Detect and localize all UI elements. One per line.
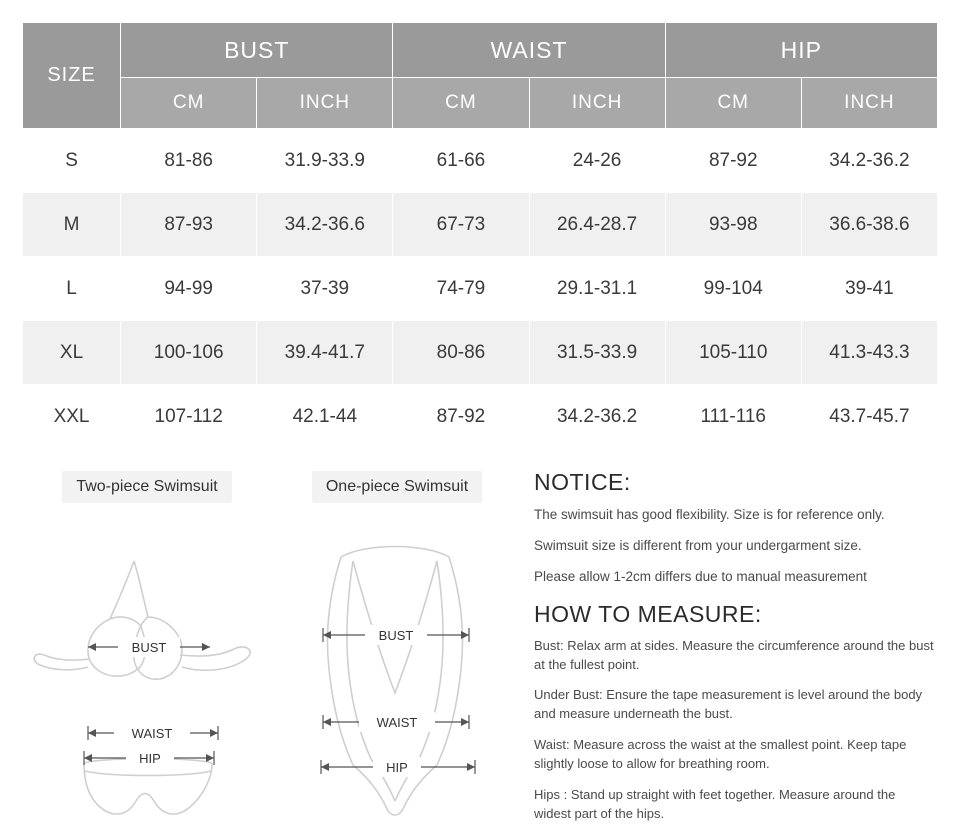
- how-to-measure-heading: HOW TO MEASURE:: [534, 600, 762, 627]
- header-unit-waist-inch: INCH: [529, 78, 665, 129]
- two-piece-title: Two-piece Swimsuit: [62, 471, 231, 503]
- row-size-xl: XL: [23, 321, 121, 385]
- cell-s-bust-cm: 81-86: [121, 129, 257, 193]
- cell-xl-hip-inch: 41.3-43.3: [801, 321, 937, 385]
- one-piece-title: One-piece Swimsuit: [312, 471, 482, 503]
- cell-xl-bust-cm: 100-106: [121, 321, 257, 385]
- size-table: [22, 22, 938, 449]
- header-group-hip: HIP: [665, 23, 937, 78]
- header-unit-bust-inch: INCH: [257, 78, 393, 129]
- table-row: [23, 193, 938, 257]
- table-row: [23, 257, 938, 321]
- notice-line-1: The swimsuit has good flexibility. Size is for reference only.: [534, 507, 885, 522]
- header-size: SIZE: [23, 23, 121, 129]
- row-size-s: S: [23, 129, 121, 193]
- cell-l-bust-inch: 37-39: [257, 257, 393, 321]
- measure-guide-section: [0, 449, 960, 835]
- one-piece-waist-label: WAIST: [376, 715, 418, 730]
- cell-m-bust-cm: 87-93: [121, 193, 257, 257]
- measure-item-under-bust: Under Bust: Ensure the tape measurement is level around the body and measure underneath the bust.: [534, 687, 923, 722]
- cell-l-waist-cm: 74-79: [393, 257, 529, 321]
- notice-line-3: Please allow 1-2cm differs due to manual measurement: [534, 569, 867, 585]
- one-piece-figure-column: [276, 461, 518, 835]
- cell-m-hip-cm: 93-98: [665, 193, 801, 257]
- cell-l-bust-cm: 94-99: [121, 257, 257, 321]
- header-unit-hip-inch: INCH: [801, 78, 937, 129]
- row-size-xxl: XXL: [23, 385, 121, 449]
- two-piece-title-wrap: [18, 471, 276, 509]
- header-unit-hip-cm: CM: [665, 78, 801, 129]
- table-row: [23, 321, 938, 385]
- cell-l-hip-inch: 39-41: [801, 257, 937, 321]
- one-piece-bust-label: BUST: [378, 628, 414, 643]
- cell-s-hip-cm: 87-92: [665, 129, 801, 193]
- row-size-l: L: [23, 257, 121, 321]
- measure-item-hips: Hips : Stand up straight with feet together. Measure around the widest part of the hips.: [534, 786, 896, 821]
- table-header-units: [23, 78, 938, 129]
- cell-m-waist-cm: 67-73: [393, 193, 529, 257]
- notice-line-2: Swimsuit size is different from your undergarment size.: [534, 538, 862, 554]
- two-piece-figure-column: [18, 461, 276, 835]
- header-unit-waist-cm: CM: [393, 78, 529, 129]
- header-group-bust: BUST: [121, 23, 393, 78]
- cell-xxl-waist-cm: 87-92: [393, 385, 529, 449]
- two-piece-hip-label: HIP: [139, 751, 161, 766]
- one-piece-swimsuit-diagram: [279, 509, 515, 829]
- header-unit-bust-cm: CM: [121, 78, 257, 129]
- cell-xl-hip-cm: 105-110: [665, 321, 801, 385]
- one-piece-hip-label: HIP: [386, 760, 408, 775]
- cell-xxl-hip-inch: 43.7-45.7: [801, 385, 937, 449]
- cell-m-bust-inch: 34.2-36.6: [257, 193, 393, 257]
- cell-xl-waist-inch: 31.5-33.9: [529, 321, 665, 385]
- cell-s-waist-inch: 24-26: [529, 129, 665, 193]
- two-piece-bust-label: BUST: [131, 640, 167, 655]
- one-piece-title-wrap: [276, 471, 518, 509]
- cell-m-hip-inch: 36.6-38.6: [801, 193, 937, 257]
- measure-item-waist: Waist: Measure across the waist at the smallest point. Keep tape slightly loose to allow for breathing room.: [534, 737, 907, 771]
- cell-s-bust-inch: 31.9-33.9: [257, 129, 393, 193]
- cell-l-waist-inch: 29.1-31.1: [529, 257, 665, 321]
- two-piece-waist-label: WAIST: [131, 726, 173, 741]
- cell-m-waist-inch: 26.4-28.7: [529, 193, 665, 257]
- table-header-groups: [23, 23, 938, 78]
- table-row: [23, 385, 938, 449]
- cell-xl-waist-cm: 80-86: [393, 321, 529, 385]
- cell-xxl-waist-inch: 34.2-36.2: [529, 385, 665, 449]
- cell-s-waist-cm: 61-66: [393, 129, 529, 193]
- measure-item-bust: Bust: Relax arm at sides. Measure the circumference around the bust at the fullest point.: [534, 637, 934, 672]
- notice-column: [518, 461, 942, 835]
- cell-l-hip-cm: 99-104: [665, 257, 801, 321]
- notice-heading: NOTICE:: [534, 469, 631, 495]
- two-piece-swimsuit-diagram: [22, 509, 272, 829]
- cell-xxl-bust-inch: 42.1-44: [257, 385, 393, 449]
- row-size-m: M: [23, 193, 121, 257]
- cell-xxl-bust-cm: 107-112: [121, 385, 257, 449]
- header-group-waist: WAIST: [393, 23, 665, 78]
- cell-xxl-hip-cm: 111-116: [665, 385, 801, 449]
- table-row: [23, 129, 938, 193]
- cell-xl-bust-inch: 39.4-41.7: [257, 321, 393, 385]
- cell-s-hip-inch: 34.2-36.2: [801, 129, 937, 193]
